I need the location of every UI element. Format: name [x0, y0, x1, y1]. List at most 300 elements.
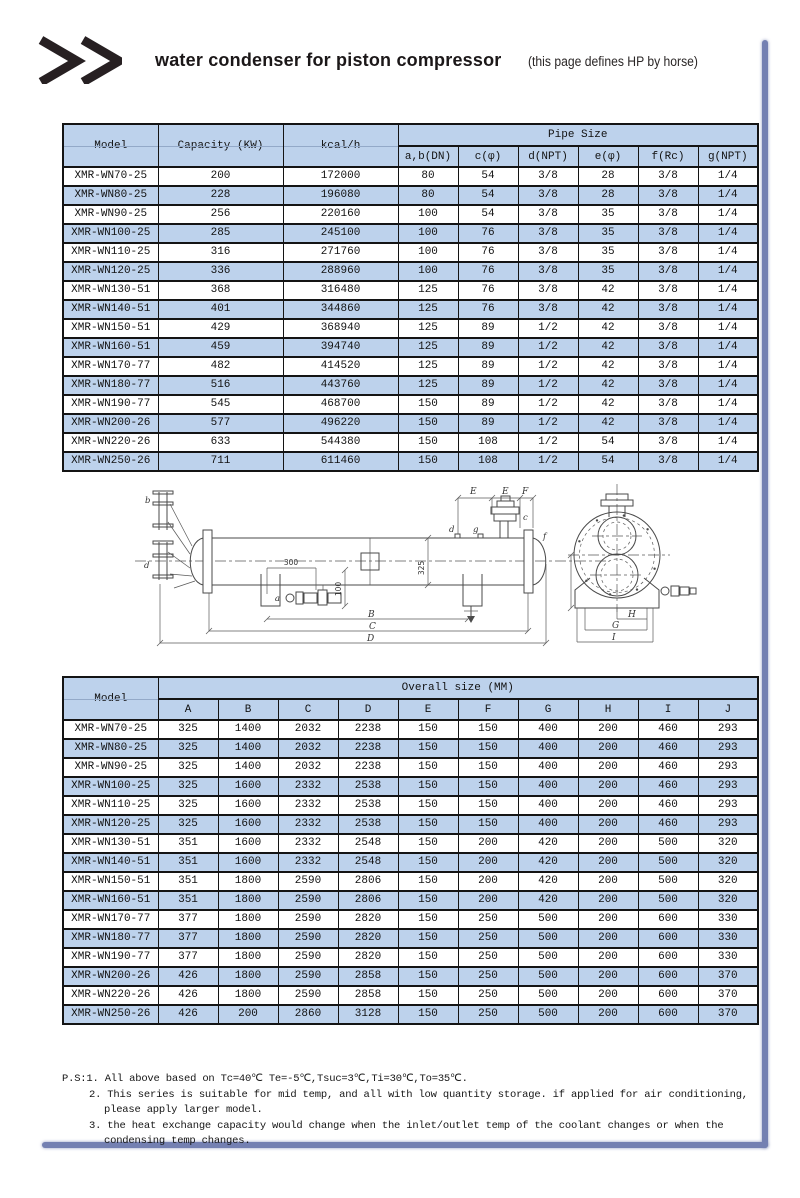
table-cell: 3/8 [638, 433, 698, 452]
table-cell: 80 [398, 167, 458, 186]
table-cell: 150 [398, 986, 458, 1005]
table-cell: 1400 [218, 739, 278, 758]
table-cell: XMR-WN220-26 [63, 433, 158, 452]
table-cell: 2032 [278, 758, 338, 777]
table-cell: 1600 [218, 796, 278, 815]
table-row [63, 243, 758, 262]
table-cell: XMR-WN70-25 [63, 720, 158, 739]
table-cell: 150 [458, 815, 518, 834]
table-cell: 400 [518, 720, 578, 739]
table-cell: 3/8 [638, 395, 698, 414]
column-header-A: A [158, 699, 218, 720]
table-cell: 3/8 [518, 243, 578, 262]
table-cell: 2548 [338, 834, 398, 853]
table-cell: XMR-WN130-51 [63, 834, 158, 853]
table-row [63, 433, 758, 452]
table-cell: 3/8 [638, 262, 698, 281]
table-cell: 330 [698, 948, 758, 967]
table-cell: 600 [638, 929, 698, 948]
table-row [63, 319, 758, 338]
table-cell: XMR-WN180-77 [63, 376, 158, 395]
table-cell: 2238 [338, 720, 398, 739]
table-cell: 3/8 [518, 205, 578, 224]
table-cell: 3/8 [638, 186, 698, 205]
pipe-size-table [62, 123, 759, 472]
table-cell: 2332 [278, 853, 338, 872]
table-cell: 150 [398, 758, 458, 777]
table-cell: 54 [458, 167, 518, 186]
table-cell: 150 [398, 948, 458, 967]
table-cell: 600 [638, 910, 698, 929]
table-cell: 1800 [218, 929, 278, 948]
table-cell: 1800 [218, 872, 278, 891]
table-cell: 150 [458, 758, 518, 777]
page-border-right [762, 40, 768, 1148]
table-cell: 420 [518, 853, 578, 872]
column-header-B: B [218, 699, 278, 720]
technical-drawing [40, 478, 760, 670]
dim-label-D: D [367, 634, 375, 644]
table-row [63, 300, 758, 319]
table-cell: XMR-WN90-25 [63, 758, 158, 777]
table-cell: 42 [578, 376, 638, 395]
table-row [63, 395, 758, 414]
table-cell: 256 [158, 205, 283, 224]
column-header-model: Model [63, 677, 158, 720]
table-cell: 1600 [218, 815, 278, 834]
table-cell: 325 [158, 815, 218, 834]
table-cell: 35 [578, 262, 638, 281]
table-cell: 3/8 [518, 224, 578, 243]
table-cell: 100 [398, 205, 458, 224]
table-cell: 250 [458, 986, 518, 1005]
table-row [63, 739, 758, 758]
table-cell: 500 [518, 929, 578, 948]
column-header-d-npt: d(NPT) [518, 146, 578, 167]
table-cell: 196080 [283, 186, 398, 205]
column-header-F: F [458, 699, 518, 720]
table-cell: 2032 [278, 739, 338, 758]
table-row [63, 186, 758, 205]
table-cell: 125 [398, 376, 458, 395]
table-cell: 1/2 [518, 414, 578, 433]
table-cell: 3/8 [638, 224, 698, 243]
table-cell: XMR-WN90-25 [63, 205, 158, 224]
table-cell: 100 [398, 262, 458, 281]
table-row [63, 986, 758, 1005]
table-cell: 344860 [283, 300, 398, 319]
double-chevron-logo-icon [38, 36, 122, 84]
table-cell: 2858 [338, 986, 398, 1005]
table-cell: 1400 [218, 758, 278, 777]
table-cell: 28 [578, 186, 638, 205]
table-cell: 3/8 [638, 414, 698, 433]
table-row [63, 910, 758, 929]
table-cell: XMR-WN140-51 [63, 853, 158, 872]
table-cell: 1/4 [698, 186, 758, 205]
table-row [63, 853, 758, 872]
table-cell: 150 [398, 834, 458, 853]
table-cell: 250 [458, 910, 518, 929]
table-cell: 150 [398, 1005, 458, 1024]
table-cell: 200 [578, 720, 638, 739]
table-cell: 3/8 [518, 262, 578, 281]
table-cell: XMR-WN140-51 [63, 300, 158, 319]
dim-label-B: B [368, 610, 375, 620]
table-cell: 200 [458, 834, 518, 853]
table-cell: 370 [698, 967, 758, 986]
table-cell: 2332 [278, 834, 338, 853]
table-cell: 108 [458, 433, 518, 452]
table-cell: 600 [638, 948, 698, 967]
table-cell: XMR-WN200-26 [63, 967, 158, 986]
table-cell: 42 [578, 357, 638, 376]
table-cell: 316480 [283, 281, 398, 300]
table-cell: 89 [458, 414, 518, 433]
table-cell: 35 [578, 205, 638, 224]
table-cell: 150 [398, 452, 458, 471]
table-cell: 2238 [338, 758, 398, 777]
table-row [63, 872, 758, 891]
column-header-capacity: Capacity (KW) [158, 124, 283, 167]
table-cell: 460 [638, 796, 698, 815]
table-cell: 325 [158, 720, 218, 739]
table-cell: 1/2 [518, 452, 578, 471]
table-cell: 293 [698, 796, 758, 815]
table-cell: 468700 [283, 395, 398, 414]
note-line: please apply larger model. [104, 1104, 263, 1116]
table-cell: 1600 [218, 777, 278, 796]
table-cell: 460 [638, 815, 698, 834]
table-cell: 3/8 [518, 300, 578, 319]
table-cell: 1/2 [518, 433, 578, 452]
table-cell: 245100 [283, 224, 398, 243]
table-cell: XMR-WN100-25 [63, 224, 158, 243]
group-header-overall-size: Overall size (MM) [158, 677, 758, 699]
table-cell: 150 [398, 720, 458, 739]
table-cell: XMR-WN170-77 [63, 357, 158, 376]
table-cell: 2820 [338, 948, 398, 967]
table-cell: 200 [578, 986, 638, 1005]
table-cell: 150 [398, 815, 458, 834]
table-cell: 368 [158, 281, 283, 300]
table-cell: 150 [398, 967, 458, 986]
table-cell: 200 [578, 872, 638, 891]
table-cell: 125 [398, 338, 458, 357]
table-cell: 42 [578, 281, 638, 300]
table-cell: 351 [158, 853, 218, 872]
table-cell: 2590 [278, 967, 338, 986]
nozzle-label-c: c [523, 513, 528, 523]
table-cell: 150 [398, 891, 458, 910]
table-cell: 293 [698, 777, 758, 796]
table-cell: XMR-WN80-25 [63, 186, 158, 205]
table-row [63, 414, 758, 433]
table-cell: 351 [158, 834, 218, 853]
table-cell: XMR-WN170-77 [63, 910, 158, 929]
table-cell: 76 [458, 300, 518, 319]
column-header-H: H [578, 699, 638, 720]
table-cell: XMR-WN250-26 [63, 1005, 158, 1024]
table-cell: 544380 [283, 433, 398, 452]
table-cell: 1800 [218, 967, 278, 986]
table-cell: 443760 [283, 376, 398, 395]
table-cell: 330 [698, 929, 758, 948]
column-header-C: C [278, 699, 338, 720]
table-cell: 420 [518, 891, 578, 910]
table-cell: 250 [458, 948, 518, 967]
table-cell: 2548 [338, 853, 398, 872]
table-cell: 377 [158, 910, 218, 929]
table-cell: 600 [638, 1005, 698, 1024]
table-cell: 200 [158, 167, 283, 186]
nozzle-label-d-left: d [144, 561, 150, 571]
table-cell: 1/4 [698, 205, 758, 224]
table-cell: 150 [458, 777, 518, 796]
table-cell: 200 [578, 891, 638, 910]
table-cell: XMR-WN100-25 [63, 777, 158, 796]
table-cell: XMR-WN190-77 [63, 395, 158, 414]
table-cell: 460 [638, 720, 698, 739]
table-cell: 1/4 [698, 319, 758, 338]
table-cell: 1/2 [518, 319, 578, 338]
table-cell: 89 [458, 357, 518, 376]
table-cell: 42 [578, 338, 638, 357]
table-cell: 100 [398, 224, 458, 243]
table-row [63, 224, 758, 243]
table-cell: 500 [518, 948, 578, 967]
table-cell: 482 [158, 357, 283, 376]
table-cell: 2590 [278, 929, 338, 948]
column-header-c-phi: c(φ) [458, 146, 518, 167]
table-cell: 42 [578, 414, 638, 433]
table-cell: 200 [578, 777, 638, 796]
table-cell: XMR-WN150-51 [63, 872, 158, 891]
table-cell: 3/8 [638, 357, 698, 376]
table-cell: 89 [458, 319, 518, 338]
table-row [63, 796, 758, 815]
table-cell: 220160 [283, 205, 398, 224]
table-cell: 420 [518, 872, 578, 891]
table-cell: 200 [578, 739, 638, 758]
table-cell: XMR-WN220-26 [63, 986, 158, 1005]
table-cell: 293 [698, 739, 758, 758]
table-cell: 711 [158, 452, 283, 471]
table-cell: 1600 [218, 834, 278, 853]
page-subtitle: (this page defines HP by horse) [528, 54, 698, 69]
table-cell: 89 [458, 376, 518, 395]
table-cell: 370 [698, 1005, 758, 1024]
table-cell: 3/8 [638, 243, 698, 262]
table-cell: 320 [698, 891, 758, 910]
table-cell: 1/2 [518, 338, 578, 357]
table-cell: 2590 [278, 891, 338, 910]
table-cell: XMR-WN200-26 [63, 414, 158, 433]
table-cell: 200 [578, 1005, 638, 1024]
table-cell: 351 [158, 872, 218, 891]
table-cell: 1/4 [698, 414, 758, 433]
table-cell: 2538 [338, 777, 398, 796]
table-cell: 172000 [283, 167, 398, 186]
table-cell: XMR-WN160-51 [63, 891, 158, 910]
table-cell: 1/4 [698, 243, 758, 262]
table-cell: 3/8 [638, 281, 698, 300]
table-cell: 2538 [338, 815, 398, 834]
table-cell: 633 [158, 433, 283, 452]
table-cell: 320 [698, 872, 758, 891]
table-cell: 3/8 [638, 452, 698, 471]
table-cell: XMR-WN110-25 [63, 796, 158, 815]
table-cell: 35 [578, 243, 638, 262]
table-cell: 42 [578, 319, 638, 338]
table-cell: 200 [578, 929, 638, 948]
column-header-e-phi: e(φ) [578, 146, 638, 167]
table-cell: 150 [398, 739, 458, 758]
table-cell: 3/8 [638, 376, 698, 395]
table-cell: 200 [578, 796, 638, 815]
table-cell: 500 [638, 853, 698, 872]
table-cell: 320 [698, 834, 758, 853]
table-cell: 285 [158, 224, 283, 243]
table-cell: 150 [398, 796, 458, 815]
table-cell: XMR-WN110-25 [63, 243, 158, 262]
table-cell: 1600 [218, 853, 278, 872]
table-cell: 3/8 [518, 281, 578, 300]
overall-size-table [62, 676, 759, 1025]
table-cell: XMR-WN80-25 [63, 739, 158, 758]
table-row [63, 720, 758, 739]
table-cell: 150 [398, 872, 458, 891]
table-cell: 2590 [278, 986, 338, 1005]
table-cell: 200 [578, 910, 638, 929]
table-cell: 250 [458, 929, 518, 948]
table-cell: 200 [578, 815, 638, 834]
table-cell: 3128 [338, 1005, 398, 1024]
dim-label-G: G [612, 621, 620, 631]
table-row [63, 376, 758, 395]
table-row [63, 338, 758, 357]
table-cell: 42 [578, 300, 638, 319]
table-cell: 2032 [278, 720, 338, 739]
table-cell: 377 [158, 929, 218, 948]
table-cell: 330 [698, 910, 758, 929]
note-line: 2. This series is suitable for mid temp, and all with low quantity storage. if applied for air conditioning, [89, 1088, 748, 1101]
table-cell: 125 [398, 357, 458, 376]
note-line: condensing temp changes. [104, 1135, 251, 1147]
table-cell: 54 [458, 205, 518, 224]
table-cell: 500 [518, 1005, 578, 1024]
dim-label-f-dim: F [522, 487, 529, 497]
table-cell: XMR-WN150-51 [63, 319, 158, 338]
table-cell: 600 [638, 967, 698, 986]
table-cell: 76 [458, 281, 518, 300]
note-line: 3. the heat exchange capacity would change when the inlet/outlet temp of the coolant changes or when the [89, 1119, 724, 1132]
dim-label-100: 100 [334, 581, 343, 597]
table-row [63, 929, 758, 948]
table-cell: 288960 [283, 262, 398, 281]
table-cell: XMR-WN120-25 [63, 815, 158, 834]
table-cell: 394740 [283, 338, 398, 357]
table-cell: 1/4 [698, 300, 758, 319]
table-cell: 400 [518, 777, 578, 796]
table-cell: 1/4 [698, 376, 758, 395]
table-cell: XMR-WN250-26 [63, 452, 158, 471]
table-cell: 293 [698, 758, 758, 777]
table-row [63, 205, 758, 224]
table-cell: 400 [518, 758, 578, 777]
table-row [63, 891, 758, 910]
table-cell: 28 [578, 167, 638, 186]
table-cell: 200 [578, 967, 638, 986]
table-cell: 89 [458, 395, 518, 414]
table-cell: 460 [638, 777, 698, 796]
column-header-G: G [518, 699, 578, 720]
table-cell: 500 [518, 986, 578, 1005]
table-cell: 108 [458, 452, 518, 471]
table-cell: 368940 [283, 319, 398, 338]
table-cell: 2860 [278, 1005, 338, 1024]
table-cell: 125 [398, 300, 458, 319]
table-cell: 377 [158, 948, 218, 967]
table-cell: 2538 [338, 796, 398, 815]
table-cell: 420 [518, 834, 578, 853]
table-cell: 370 [698, 986, 758, 1005]
table-cell: 351 [158, 891, 218, 910]
table-row [63, 452, 758, 471]
nozzle-label-a: a [274, 594, 280, 604]
column-header-f-rc: f(Rc) [638, 146, 698, 167]
table-cell: 1800 [218, 986, 278, 1005]
table-cell: 89 [458, 338, 518, 357]
table-cell: 76 [458, 262, 518, 281]
table-cell: 42 [578, 395, 638, 414]
column-header-g-npt: g(NPT) [698, 146, 758, 167]
table-cell: 400 [518, 796, 578, 815]
column-header-I: I [638, 699, 698, 720]
column-header-E: E [398, 699, 458, 720]
table-cell: 500 [638, 891, 698, 910]
table-cell: 200 [578, 948, 638, 967]
table-cell: 325 [158, 758, 218, 777]
table-cell: 200 [458, 891, 518, 910]
group-header-pipe-size: Pipe Size [398, 124, 758, 146]
table-cell: 200 [578, 758, 638, 777]
table-cell: 1/4 [698, 395, 758, 414]
table-row [63, 758, 758, 777]
table-cell: XMR-WN160-51 [63, 338, 158, 357]
table-cell: 35 [578, 224, 638, 243]
dim-label-I: I [612, 633, 616, 643]
nozzle-label-d-top: d [449, 525, 455, 535]
table-cell: XMR-WN190-77 [63, 948, 158, 967]
nozzle-label-g: g [473, 525, 479, 535]
table-cell: 459 [158, 338, 283, 357]
table-cell: 150 [398, 777, 458, 796]
column-header-kcal: kcal/h [283, 124, 398, 167]
table-cell: 400 [518, 739, 578, 758]
column-header-J: J [698, 699, 758, 720]
table-cell: 100 [398, 243, 458, 262]
table-cell: 150 [458, 739, 518, 758]
page-title: water condenser for piston compressor [155, 50, 502, 70]
table-cell: 150 [458, 720, 518, 739]
dim-label-C: C [369, 622, 376, 632]
table-cell: 150 [398, 910, 458, 929]
table-cell: 3/8 [638, 338, 698, 357]
table-row [63, 948, 758, 967]
table-cell: 1800 [218, 891, 278, 910]
table-cell: 336 [158, 262, 283, 281]
